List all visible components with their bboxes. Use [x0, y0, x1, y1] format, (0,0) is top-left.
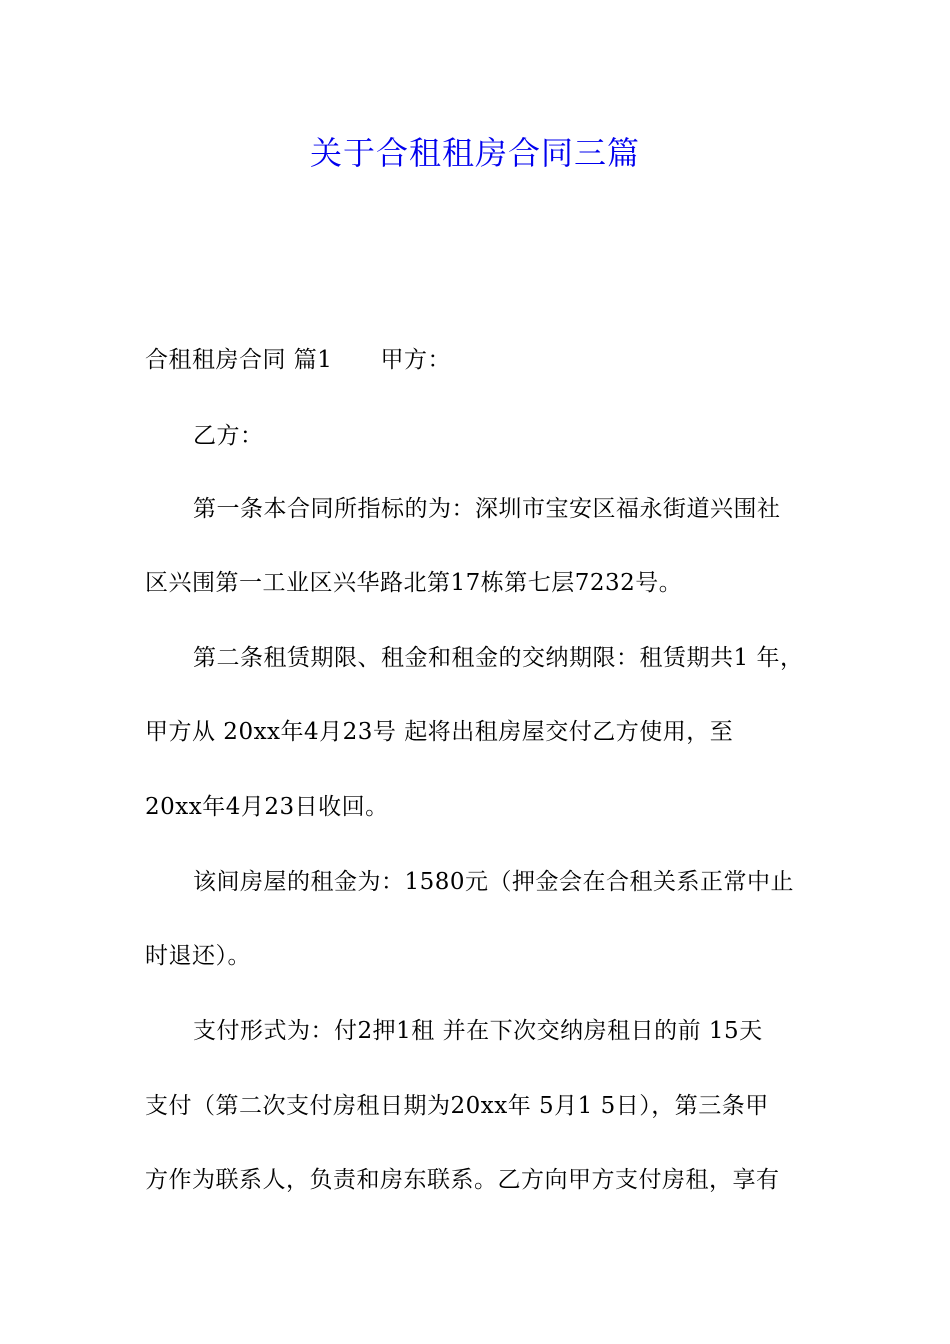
paragraph-line: 该间房屋的租金为：1580元（押金会在合租关系正常中止 — [193, 869, 795, 895]
paragraph-line: 方作为联系人，负责和房东联系。乙方向甲方支付房租，享有 — [145, 1167, 780, 1193]
contract-heading-label: 合租租房合同 篇1 — [145, 347, 333, 373]
paragraph-line: 区兴围第一工业区兴华路北第17栋第七层7232号。 — [145, 570, 683, 596]
party-a-label: 甲方： — [380, 347, 451, 373]
paragraph-line: 甲方从 20xx年4月23号 起将出租房屋交付乙方使用，至 — [145, 719, 734, 745]
paragraph-line: 20xx年4月23日收回。 — [145, 794, 389, 820]
paragraph-line: 乙方： — [193, 423, 264, 449]
paragraph-line: 第一条本合同所指标的为：深圳市宝安区福永街道兴围社 — [193, 496, 781, 522]
document-title: 关于合租租房合同三篇 — [309, 134, 640, 172]
contract-heading — [145, 342, 451, 378]
paragraph-line: 支付（第二次支付房租日期为20xx年 5月1 5日），第三条甲 — [145, 1093, 769, 1119]
paragraph-line: 时退还）。 — [145, 943, 251, 969]
paragraph-line: 第二条租赁期限、租金和租金的交纳期限：租赁期共1 年， — [193, 645, 804, 671]
paragraph-line: 支付形式为：付2押1租 并在下次交纳房租日的前 15天 — [193, 1018, 763, 1044]
